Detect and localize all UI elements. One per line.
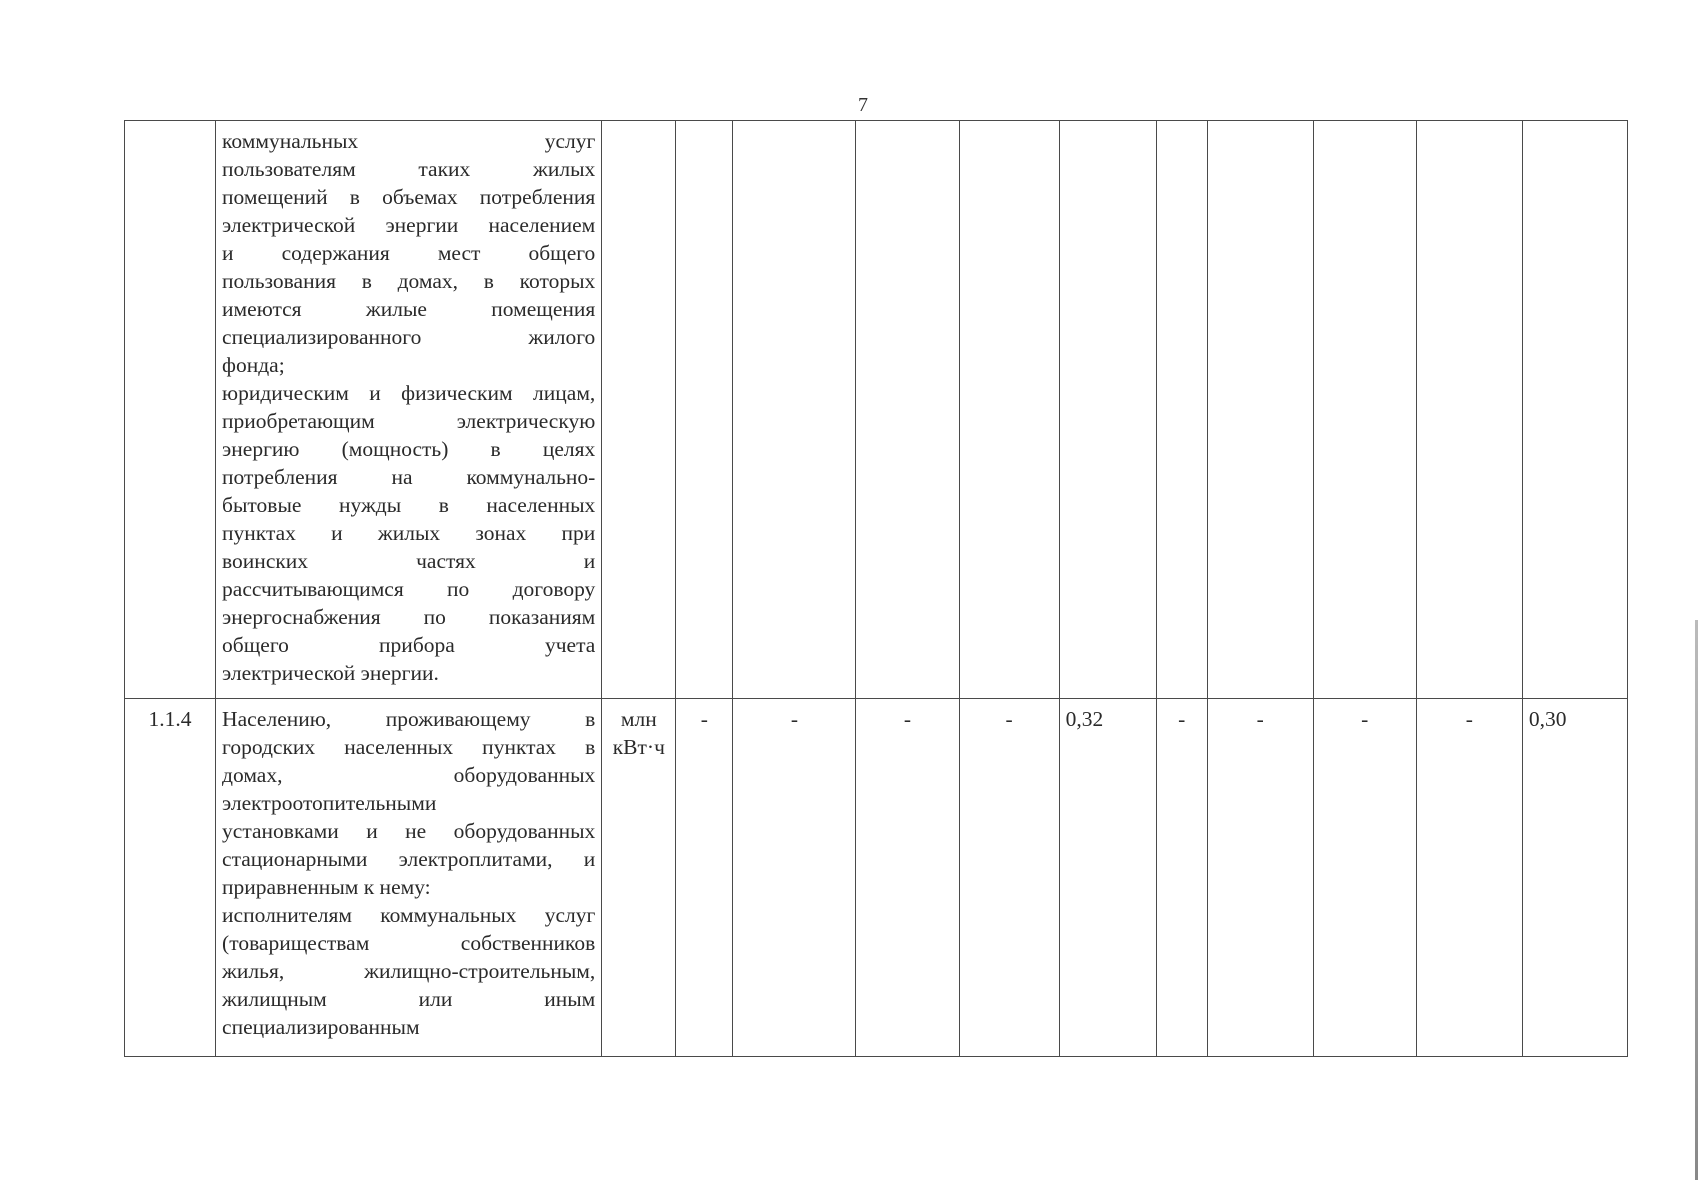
value-cell: -: [1156, 699, 1207, 1057]
description-line: специализированного жилого: [222, 325, 596, 349]
description-line: общего прибора учета: [222, 633, 596, 657]
description-line: энергоснабжения по показаниям: [222, 605, 596, 629]
description-line: воинских частях и: [222, 549, 596, 573]
value-cell: [959, 121, 1059, 699]
value-cell: [1156, 121, 1207, 699]
description-line: исполнителям коммунальных услуг: [222, 903, 596, 927]
unit-cell: [602, 699, 676, 1057]
value-cell: [856, 121, 959, 699]
description-line: потребления на коммунально-: [222, 465, 596, 489]
row-description: [216, 121, 602, 699]
description-line: домах, оборудованных: [222, 763, 596, 787]
table-row: [125, 121, 1628, 699]
description-line: юридическим и физическим лицам,: [222, 381, 596, 405]
description-line: установками и не оборудованных: [222, 819, 596, 843]
value-cell: -: [1416, 699, 1522, 1057]
description-line: электрической энергии.: [222, 661, 439, 685]
description-line: электроотопительными: [222, 791, 437, 815]
description-line: пунктах и жилых зонах при: [222, 521, 596, 545]
unit-line: кВт·ч: [612, 735, 665, 759]
value-cell: -: [959, 699, 1059, 1057]
page-number: 7: [858, 94, 868, 116]
table-row: [125, 699, 1628, 1057]
value-cell: [676, 121, 733, 699]
description-line: жилищным или иным: [222, 987, 596, 1011]
description-line: электрической энергии населением: [222, 213, 596, 237]
description-line: и содержания мест общего: [222, 241, 596, 265]
description-line: бытовые нужды в населенных: [222, 493, 596, 517]
value-cell: [1207, 121, 1313, 699]
value-cell: [1059, 121, 1156, 699]
description-line: пользователям таких жилых: [222, 157, 596, 181]
description-line: жилья, жилищно-строительным,: [222, 959, 596, 983]
value-cell: -: [1313, 699, 1416, 1057]
description-line: городских населенных пунктах в: [222, 735, 596, 759]
description-line: энергию (мощность) в целях: [222, 437, 596, 461]
value-cell: -: [733, 699, 856, 1057]
unit-line: млн: [620, 707, 657, 731]
description-line: рассчитывающимся по договору: [222, 577, 596, 601]
description-line: приобретающим электрическую: [222, 409, 596, 433]
description-line: (товариществам собственников: [222, 931, 596, 955]
description-line: коммунальных услуг: [222, 129, 596, 153]
value-cell: [1416, 121, 1522, 699]
value-cell: [733, 121, 856, 699]
description-line: Населению, проживающему в: [222, 707, 596, 731]
description-line: стационарными электроплитами, и: [222, 847, 596, 871]
row-description: [216, 699, 602, 1057]
description-line: специализированным: [222, 1015, 420, 1039]
description-line: приравненным к нему:: [222, 875, 431, 899]
description-line: помещений в объемах потребления: [222, 185, 596, 209]
description-line: пользования в домах, в которых: [222, 269, 596, 293]
row-number: 1.1.4: [125, 699, 216, 1057]
value-cell: [1522, 121, 1627, 699]
value-cell: 0,30: [1522, 699, 1627, 1057]
tariff-table: [124, 120, 1628, 1057]
row-number: [125, 121, 216, 699]
value-cell: -: [1207, 699, 1313, 1057]
description-line: имеются жилые помещения: [222, 297, 596, 321]
description-line: фонда;: [222, 353, 285, 377]
value-cell: -: [676, 699, 733, 1057]
value-cell: -: [856, 699, 959, 1057]
unit-cell: [602, 121, 676, 699]
value-cell: [1313, 121, 1416, 699]
value-cell: 0,32: [1059, 699, 1156, 1057]
